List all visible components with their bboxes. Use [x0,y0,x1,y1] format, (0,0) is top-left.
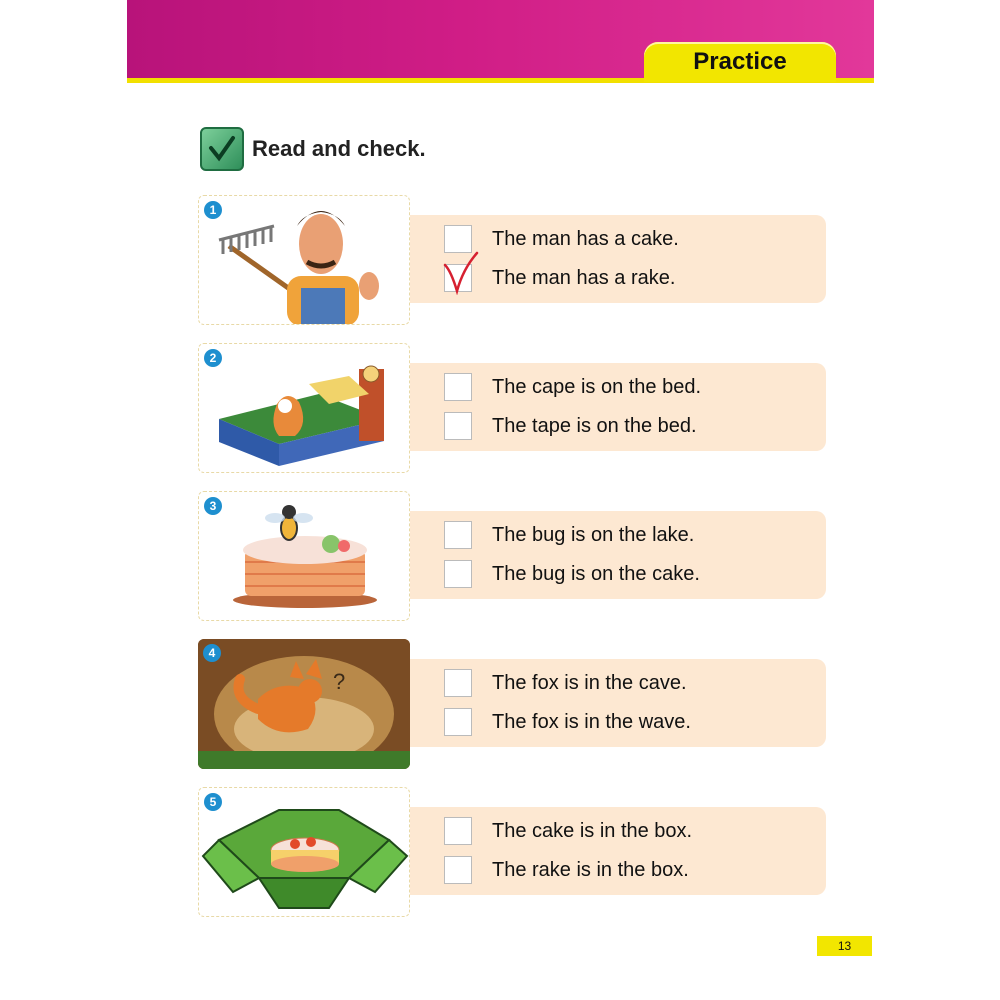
question-image [198,195,410,325]
question-number: 5 [204,793,222,811]
question-4 [198,639,828,769]
checkbox[interactable] [444,373,472,401]
checkbox[interactable] [444,817,472,845]
answer-options [410,511,826,599]
question-image [198,639,410,769]
question-image [198,787,410,917]
checkbox[interactable] [444,412,472,440]
option-a [444,669,687,697]
option-b [444,708,691,736]
checkbox[interactable] [444,669,472,697]
question-2 [198,343,828,473]
question-1 [198,195,828,325]
instruction-text: Read and check. [252,136,426,161]
option-text: The rake is in the box. [492,858,689,881]
question-number: 4 [203,644,221,662]
cake-in-box-illustration [199,788,410,917]
answer-options [410,215,826,303]
option-text: The tape is on the bed. [492,414,697,437]
svg-text:?: ? [333,669,346,694]
option-a [444,817,692,845]
checkbox[interactable] [444,560,472,588]
checkbox[interactable] [444,708,472,736]
section-tab: Practice [644,42,836,82]
instruction [200,124,426,174]
answer-options [410,659,826,747]
man-with-rake-illustration [199,196,410,325]
checkmark-icon [200,127,244,171]
question-3 [198,491,828,621]
option-text: The fox is in the cave. [492,671,687,694]
checkbox[interactable] [444,521,472,549]
option-text: The bug is on the lake. [492,523,695,546]
cape-on-bed-illustration [199,344,410,473]
option-b [444,264,675,292]
option-text: The fox is in the wave. [492,710,691,733]
option-b [444,412,697,440]
option-a [444,521,694,549]
option-text: The bug is on the cake. [492,562,700,585]
fox-in-cave-illustration [198,639,410,769]
option-a [444,225,679,253]
answer-options [410,807,826,895]
option-text: The man has a cake. [492,227,679,250]
page-number: 13 [817,936,872,956]
option-b [444,856,689,884]
checkbox-checked[interactable] [444,264,472,292]
checkbox[interactable] [444,856,472,884]
option-text: The cake is in the box. [492,819,693,842]
bug-on-cake-illustration [199,492,410,621]
question-number: 1 [204,201,222,219]
question-image [198,491,410,621]
tick-mark-icon [443,251,479,295]
option-text: The cape is on the bed. [492,375,702,398]
question-5 [198,787,828,917]
question-number: 3 [204,497,222,515]
checkbox[interactable] [444,225,472,253]
option-text: The man has a rake. [492,266,676,289]
option-a [444,373,701,401]
question-image [198,343,410,473]
answer-options [410,363,826,451]
option-b [444,560,700,588]
question-number: 2 [204,349,222,367]
